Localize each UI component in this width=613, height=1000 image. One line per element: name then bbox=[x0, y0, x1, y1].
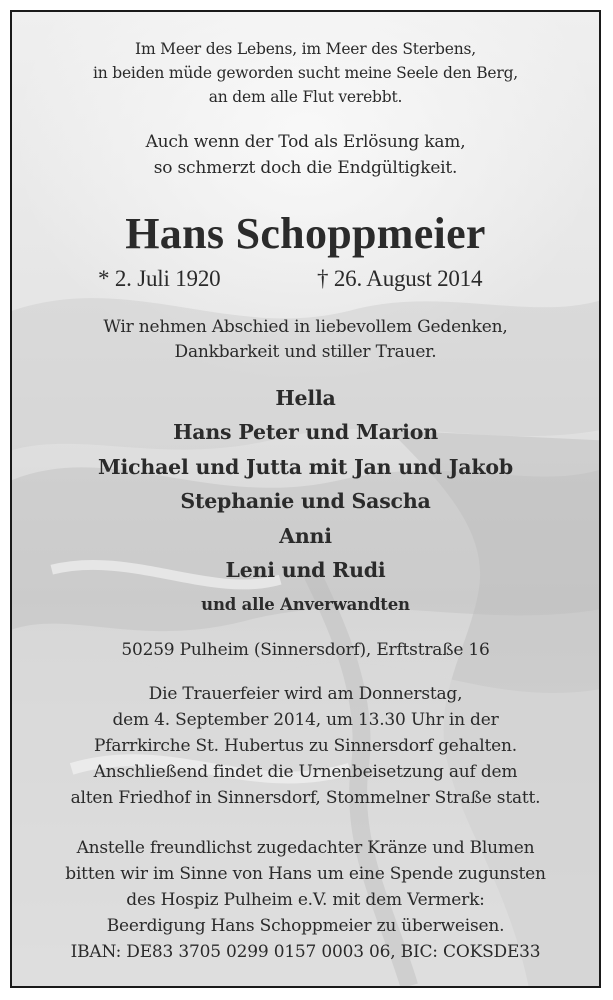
farewell-line-1: Wir nehmen Abschied in liebevollem Gedenken, bbox=[103, 317, 508, 337]
funeral-line-3: Pfarrkirche St. Hubertus zu Sinnersdorf gehalten. bbox=[93, 736, 517, 756]
family-member-line: Hella bbox=[275, 386, 336, 410]
funeral-line-1: Die Trauerfeier wird am Donnerstag, bbox=[148, 684, 463, 704]
donation-line-2: bitten wir im Sinne von Hans um eine Spende zugunsten bbox=[65, 864, 546, 884]
poem-line-1: Im Meer des Lebens, im Meer des Sterbens, bbox=[135, 40, 476, 58]
family-member-line: Stephanie und Sascha bbox=[180, 489, 431, 513]
funeral-line-2: dem 4. September 2014, um 13.30 Uhr in der bbox=[112, 710, 499, 730]
relatives-line: und alle Anverwandten bbox=[201, 595, 410, 614]
death-date: † 26. August 2014 bbox=[317, 266, 483, 291]
donation-line-4: Beerdigung Hans Schoppmeier zu überweisen. bbox=[106, 916, 505, 936]
farewell-line-2: Dankbarkeit und stiller Trauer. bbox=[174, 342, 437, 362]
poem-line-3: an dem alle Flut verebbt. bbox=[208, 88, 403, 106]
bank-details: IBAN: DE83 3705 0299 0157 0003 06, BIC: COKSDE33 bbox=[70, 942, 541, 962]
funeral-line-4: Anschließend findet die Urnenbeisetzung auf dem bbox=[93, 762, 518, 782]
deceased-name: Hans Schoppmeier bbox=[125, 209, 486, 258]
life-dates bbox=[12, 266, 599, 296]
poem-line-2: in beiden müde geworden sucht meine Seele den Berg, bbox=[92, 64, 519, 82]
obituary-notice bbox=[10, 10, 601, 988]
poem-line-4: Auch wenn der Tod als Erlösung kam, bbox=[145, 132, 466, 152]
family-member-line: Hans Peter und Marion bbox=[173, 420, 438, 444]
family-member-line: Anni bbox=[279, 524, 332, 548]
birth-date: * 2. Juli 1920 bbox=[98, 266, 221, 291]
funeral-line-5: alten Friedhof in Sinnersdorf, Stommelner Straße statt. bbox=[70, 788, 541, 808]
donation-line-1: Anstelle freundlichst zugedachter Kränze und Blumen bbox=[76, 838, 535, 858]
family-member-line: Michael und Jutta mit Jan und Jakob bbox=[98, 455, 513, 479]
poem-line-5: so schmerzt doch die Endgültigkeit. bbox=[153, 158, 458, 178]
mourning-address: 50259 Pulheim (Sinnersdorf), Erftstraße 16 bbox=[121, 640, 490, 660]
family-member-line: Leni und Rudi bbox=[225, 558, 386, 582]
donation-line-3: des Hospiz Pulheim e.V. mit dem Vermerk: bbox=[126, 890, 485, 910]
